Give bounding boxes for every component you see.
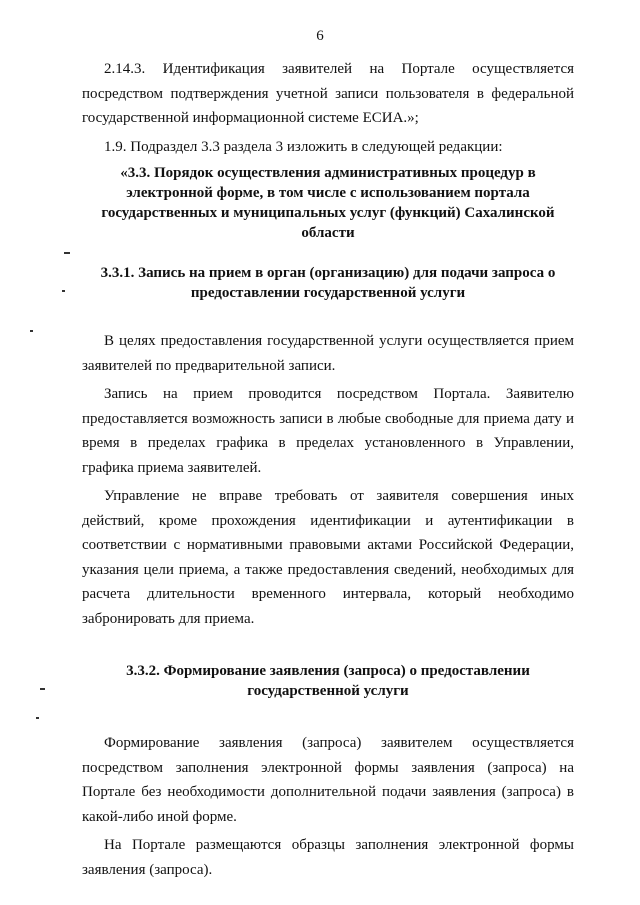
paragraph-appointment-purpose: В целях предоставления государственной услуги осуществляется прием заявителей по предварительной записи.: [82, 333, 574, 374]
paragraph-application-form: Формирование заявления (запроса) заявителем осуществляется посредством заполнения электронной формы заявления (запроса) на Портале без необходимости дополнительной подачи заявления (запроса) в какой-либо иной форме.: [82, 735, 574, 825]
scan-mark: [62, 290, 65, 292]
paragraph-appointment-portal: Запись на прием проводится посредством Портала. Заявителю предоставляется возможность записи в любые свободные для приема дату и время в пределах графика в пределах установленного в Управлении, графика приема заявителей.: [82, 386, 574, 476]
paragraph-sample-forms: На Портале размещаются образцы заполнения электронной формы заявления (запроса).: [82, 837, 574, 878]
scan-mark: [30, 330, 33, 332]
scan-mark: [64, 252, 70, 254]
document-body: [82, 57, 574, 882]
page-number: 6: [316, 28, 324, 44]
paragraph-1-9: 1.9. Подраздел 3.3 раздела 3 изложить в следующей редакции:: [104, 138, 503, 155]
scan-mark: [36, 717, 39, 719]
section-heading-3-3: «3.3. Порядок осуществления административных процедур в электронной форме, в том числе с использованием портала государственных и муниципальных услуг (функций) Сахалинской области: [101, 165, 555, 241]
scan-mark: [40, 688, 45, 690]
paragraph-restrictions: Управление не вправе требовать от заявителя совершения иных действий, кроме прохождения идентификации и аутентификации в соответствии с нормативными правовыми актами Российской Федерации, указания цели приема, а также предоставления сведений, необходимых для расчета длительности временного интервала, который необходимо забронировать для приема.: [82, 488, 574, 627]
subsection-heading-3-3-2: 3.3.2. Формирование заявления (запроса) о предоставлении государственной услуги: [126, 663, 530, 699]
subsection-heading-3-3-1: 3.3.1. Запись на прием в орган (организацию) для подачи запроса о предоставлении государственной услуги: [100, 265, 556, 301]
paragraph-2-14-3: 2.14.3. Идентификация заявителей на Портале осуществляется посредством подтверждения учетной записи пользователя в федеральной государственной информационной системе ЕСИА.»;: [82, 61, 574, 126]
